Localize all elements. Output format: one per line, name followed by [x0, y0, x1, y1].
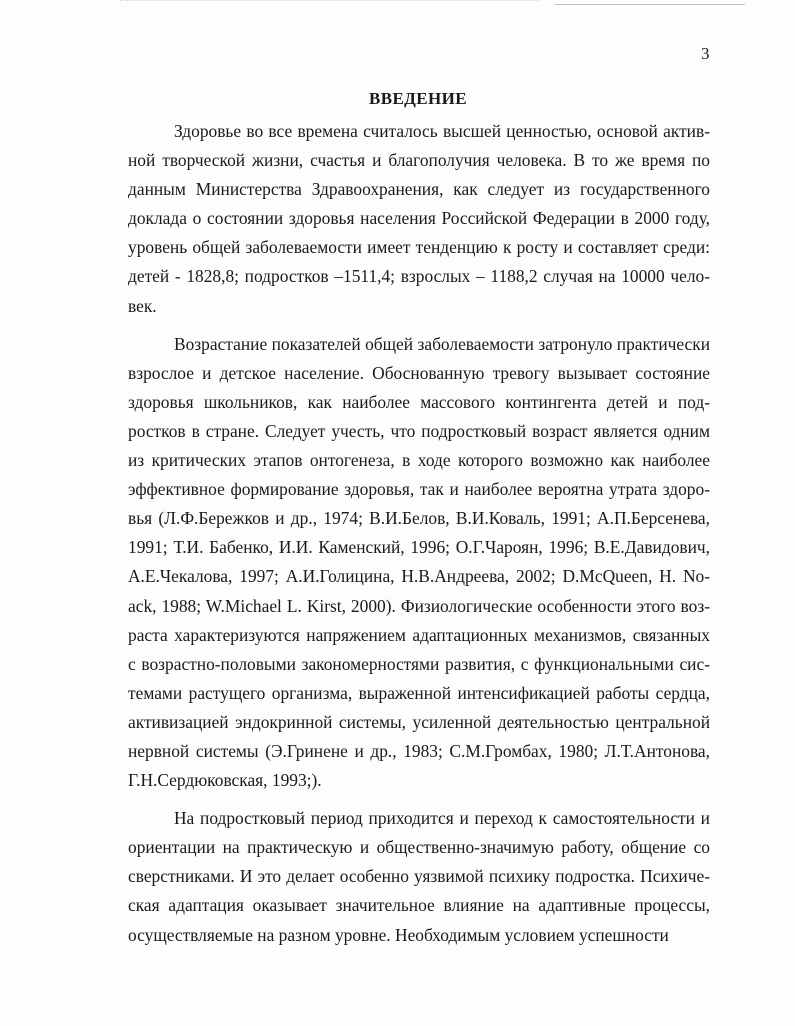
scan-edge-line — [555, 4, 745, 5]
paragraph-3: На подростковый период приходится и переход к самостоятельности и ориентации на практическую и общественно-значимую работу, общение со сверстниками. И это делает особенно уязвимой психику подростка. Психическая адаптация оказывает значительное влияние на адаптивные процессы, осуществляемые на разном уровне. Необходимым условием успешности — [128, 808, 710, 945]
section-heading: ВВЕДЕНИЕ — [368, 89, 468, 108]
scan-artifact — [120, 0, 540, 7]
paragraph-2: Возрастание показателей общей заболеваемости затронуло практически взрослое и детское население. Обоснованную тревогу вызывает состояние здоровья школьников, как наиболее массового контингента детей и подростков в стране. Следует учесть, что подростковый возраст является одним из критических этапов онтогенеза, в ходе которого возможно как наиболее эффективное формирование здоровья, так и наиболее вероятна утрата здоровья (Л.Ф.Бережков и др., 1974; В.И.Белов, В.И.Коваль, 1991; А.П.Берсенева, 1991; Т.И. Бабенко, И.И. Каменский, 1996; О.Г.Чароян, 1996; В.Е.Давидович, А.Е.Чекалова, 1997; А.И.Голицина, Н.В.Андреева, 2002; D.McQueen, H. Noack, 1988; W.Michael L. Kirst, 2000). Физиологические особенности этого возраста характеризуются напряжением адаптационных механизмов, связанных с возрастно-половыми закономерностями развития, с функциональными системами растущего организма, выраженной интенсификацией работы сердца, активизацией эндокринной системы, усиленной деятельностью центральной нервной системы (Э.Гринене и др., 1983; С.М.Громбах, 1980; Л.Т.Антонова, Г.Н.Сердюковская, 1993;). — [128, 333, 710, 791]
body-text — [128, 117, 710, 950]
page-number: 3 — [701, 44, 710, 63]
paragraph-1: Здоровье во все времена считалось высшей ценностью, основой активной творческой жизни, счастья и благополучия человека. В то же время по данным Министерства Здравоохранения, как следует из государственного доклада о состоянии здоровья населения Российской Федерации в 2000 году, уровень общей заболеваемости имеет тенденцию к росту и составляет среди: детей - 1828,8; подростков –1511,4; взрослых – 1188,2 случая на 10000 человек. — [128, 121, 710, 316]
